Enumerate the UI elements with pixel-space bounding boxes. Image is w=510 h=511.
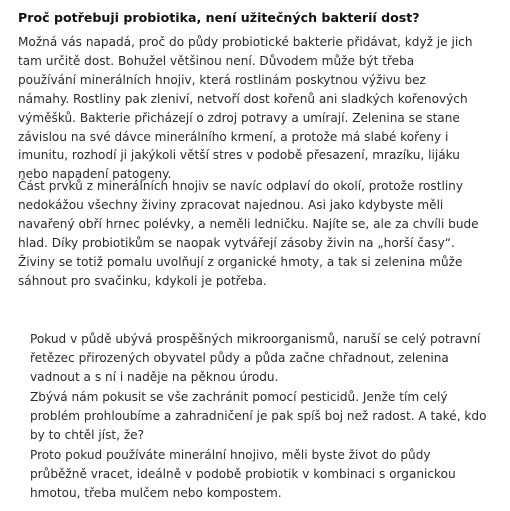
text-line: hmotou, třeba mulčem nebo kompostem. [30,485,282,500]
text-line: Pokud v půdě ubývá prospěšných mikroorganismů, naruší se celý potravní [30,332,481,346]
text-line: Možná vás napadá, proč do půdy probiotické bakterie přidávat, když je jich [18,35,473,49]
article-heading: Proč potřebuji probiotika, není užitečných bakterií dost? [18,10,420,25]
text-line: průběžně vracet, ideálně v podobě probiotik v kombinaci s organickou [30,466,456,481]
text-line: imunitu, rozhodí ji jakýkoli větší stres v podobě přesazení, mrazíku, lijáku [18,148,460,163]
text-line: nebo napadení patogeny. [18,167,172,182]
text-line: Proto pokud používáte minerální hnojivo, měli byste život do půdy [30,448,431,462]
paragraph-pesticides [30,388,486,445]
text-line: by to chtěl jíst, že? [30,427,145,442]
text-line: výměšků. Bakterie přicházejí o zdroj potravy a umírají. Zelenina se stane [18,110,460,125]
text-line: hlad. Díky probiotikům se naopak vytvářejí zásoby živin na „horší časy“. [18,235,455,250]
text-line: sáhnout pro svačinku, kdykoli je potřeba. [18,273,267,288]
paragraph-nutrient-runoff [18,177,479,290]
text-line: problém prohloubíme a zahradničení je pak spíš boj než radost. A také, kdo [30,408,487,423]
text-line: používání minerálních hnojiv, která rostlinám poskytnou výživu bez [18,72,426,87]
text-line: vadnout a s ní i naděje na pěknou úrodu. [30,369,279,384]
text-line: tam určitě dost. Bohužel většinou není. Důvodem může být třeba [18,53,415,68]
text-line: Část prvků z minerálních hnojiv se navíc odplaví do okolí, protože rostliny [18,179,464,193]
paragraph-food-chain [30,330,480,387]
text-line: řetězec přirozených obyvatel půdy a půda začne chřadnout, zelenina [30,350,449,365]
text-line: závislou na své dávce minerálního krmení, a protože má slabé kořeny i [18,129,449,144]
text-line: Zbývá nám pokusit se vše zachránit pomocí pesticidů. Jenže tím celý [30,390,448,404]
text-line: navařený obří hrnec polévky, a neměli ledničku. Najíte se, ale za chvíli bude [18,216,479,231]
paragraph-fertilizer-effects [18,33,473,184]
text-line: nedokážou všechny živiny zpracovat najednou. Asi jako kdybyste měli [18,197,444,212]
text-line: Živiny se totiž pomalu uvolňují z organické hmoty, a tak si zelenina může [18,254,463,269]
paragraph-recommendation [30,446,456,503]
text-line: námahy. Rostliny pak zleniví, netvoří dost kořenů ani sladkých kořenových [18,91,468,106]
